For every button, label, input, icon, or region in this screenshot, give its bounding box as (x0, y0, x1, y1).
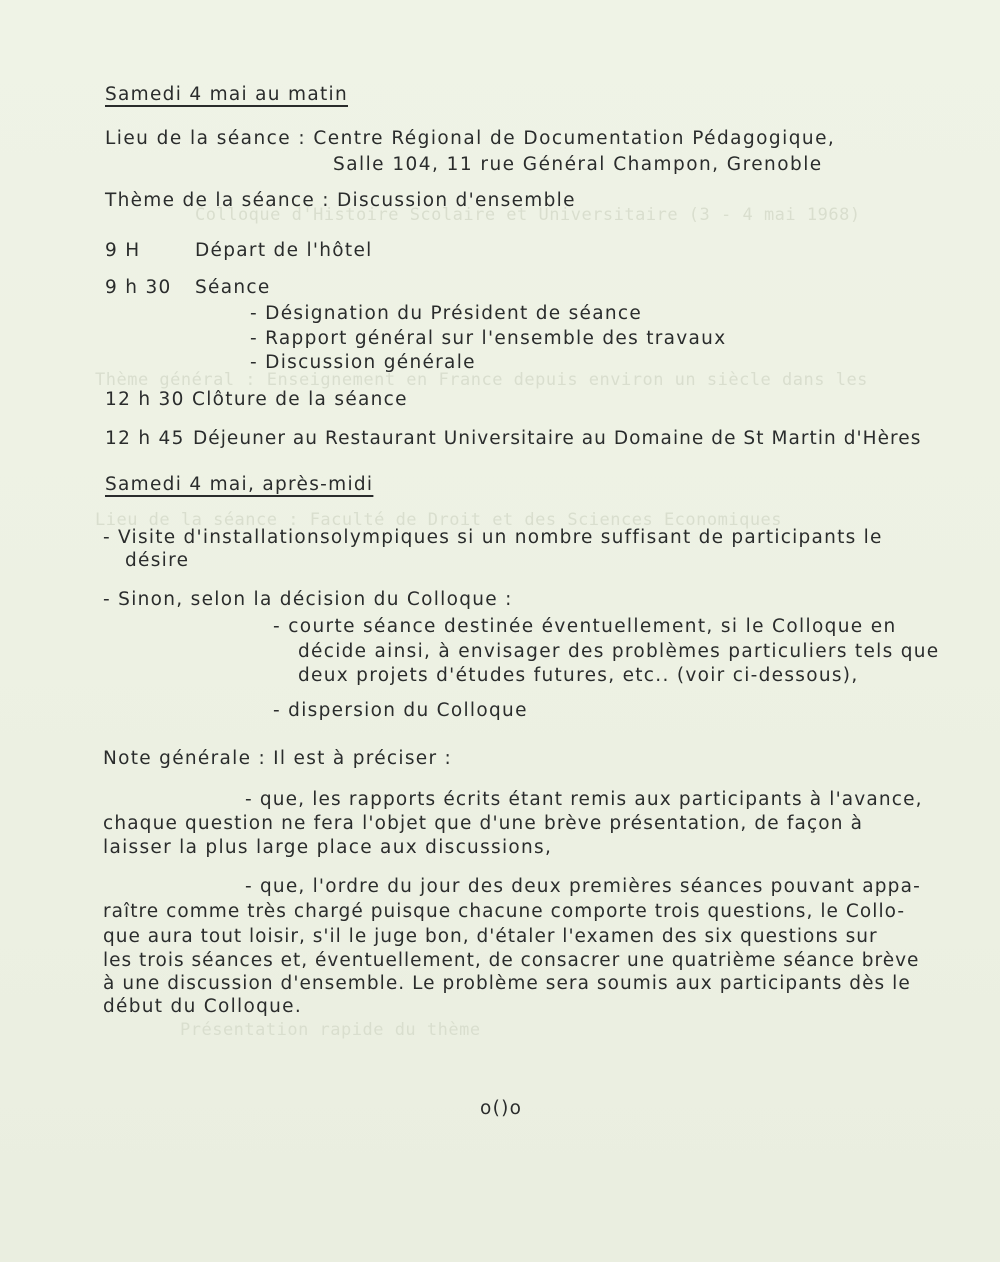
bleed-through-shadow: Lieu de la séance : Faculté de Droit et des Sciences Economiques (95, 510, 783, 530)
bleed-through-shadow: Colloque d'Histoire Scolaire et Universitaire (3 - 4 mai 1968) (195, 205, 861, 225)
option-line-1: - courte séance destinée éventuellement, si le Colloque en (273, 616, 897, 637)
visite-line-2: désire (125, 550, 190, 571)
schedule-time-2: 9 h 30 (105, 277, 172, 298)
visite-line-1: - Visite d'installationsolympiques si un nombre suffisant de participants le (103, 527, 883, 548)
agenda-item: - Rapport général sur l'ensemble des travaux (250, 328, 727, 349)
bleed-through-shadow: Présentation rapide du thème (180, 1020, 481, 1040)
bleed-through-shadow: Thème général : Enseignement en France depuis environ un siècle dans les (95, 370, 868, 390)
note-p2-line-4: les trois séances et, éventuellement, de consacrer une quatrième séance brève (103, 950, 920, 971)
note-p2-line-5: à une discussion d'ensemble. Le problème sera soumis aux participants dès le (103, 973, 911, 994)
schedule-text-1: Départ de l'hôtel (195, 240, 373, 261)
closing-mark: o()o (480, 1098, 523, 1119)
schedule-time-3: 12 h 30 (105, 389, 185, 410)
agenda-item: - Désignation du Président de séance (250, 303, 643, 324)
note-p1-line-3: laisser la plus large place aux discussions, (103, 837, 553, 858)
note-p2-line-2: raître comme très chargé puisque chacune comporte trois questions, le Collo- (103, 901, 906, 922)
schedule-time-1: 9 H (105, 240, 141, 261)
note-p2-line-6: début du Colloque. (103, 996, 303, 1017)
schedule-text-2: Séance (195, 277, 271, 298)
note-p2-line-3: que aura tout loisir, s'il le juge bon, d'étaler l'examen des six questions sur (103, 926, 878, 947)
lieu-line-1: Lieu de la séance : Centre Régional de Documentation Pédagogique, (105, 128, 836, 149)
schedule-text-3: Clôture de la séance (192, 389, 408, 410)
note-p1-line-2: chaque question ne fera l'objet que d'une brève présentation, de façon à (103, 813, 864, 834)
section-title-morning: Samedi 4 mai au matin (105, 84, 348, 105)
option-line-3: deux projets d'études futures, etc.. (voir ci-dessous), (298, 665, 859, 686)
note-title: Note générale : Il est à préciser : (103, 748, 453, 769)
sinon-line: - Sinon, selon la décision du Colloque : (103, 589, 513, 610)
schedule-time-4: 12 h 45 (105, 428, 185, 449)
option-line-2: décide ainsi, à envisager des problèmes particuliers tels que (298, 641, 940, 662)
lieu-line-2: Salle 104, 11 rue Général Champon, Grenoble (333, 154, 823, 175)
schedule-text-4: Déjeuner au Restaurant Universitaire au Domaine de St Martin d'Hères (193, 428, 922, 449)
agenda-item: - Discussion générale (250, 352, 476, 373)
section-title-afternoon: Samedi 4 mai, après-midi (105, 474, 374, 495)
theme-line: Thème de la séance : Discussion d'ensemble (105, 190, 576, 211)
note-p1-line-1: - que, les rapports écrits étant remis aux participants à l'avance, (245, 789, 923, 810)
option-line-4: - dispersion du Colloque (273, 700, 528, 721)
note-p2-line-1: - que, l'ordre du jour des deux premières séances pouvant appa- (245, 876, 922, 897)
